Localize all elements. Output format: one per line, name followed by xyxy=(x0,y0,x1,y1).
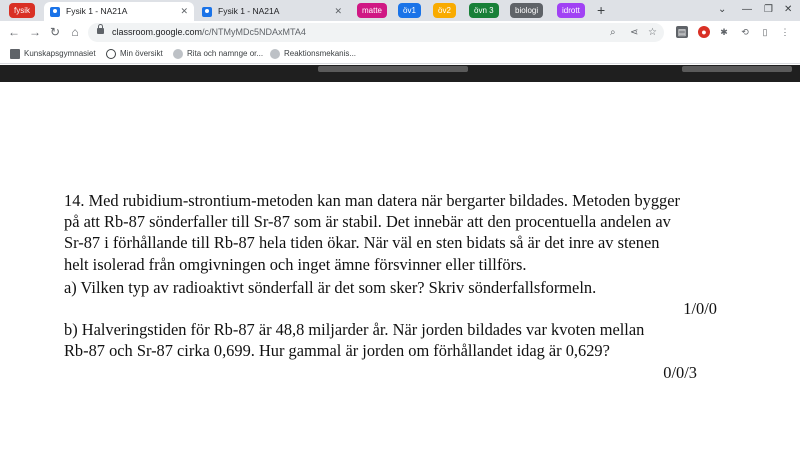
globe-icon xyxy=(173,49,183,59)
question-text-line: Sr-87 i förhållande till Rb-87 hela tiden ökar. När väl en sten bidats så är det inre av stenen xyxy=(64,233,660,253)
close-window-button[interactable]: ✕ xyxy=(784,4,793,15)
back-arrow-icon[interactable]: ← xyxy=(8,25,20,39)
obscured-heading xyxy=(318,66,468,72)
tab-fysik-active[interactable] xyxy=(44,2,194,21)
globe-icon xyxy=(270,49,280,59)
home-icon[interactable]: ⌂ xyxy=(71,25,79,39)
address-bar[interactable] xyxy=(88,23,664,42)
question-b-line: Rb-87 och Sr-87 cirka 0,699. Hur gammal är jorden om förhållandet idag är 0,629? xyxy=(64,341,610,361)
obscured-heading xyxy=(682,66,792,72)
bookmark-reaktionsmekanis[interactable]: Reaktionsmekanis... xyxy=(270,44,356,64)
tab-group-ovn3[interactable]: övn 3 xyxy=(469,3,499,18)
question-a: a) Vilken typ av radioaktivt sönderfall är det som sker? Skriv sönderfallsformeln. xyxy=(64,277,597,297)
lock-icon[interactable] xyxy=(97,28,104,34)
overlay-header-band xyxy=(0,65,800,82)
exam-question xyxy=(64,190,764,383)
forward-arrow-icon[interactable]: → xyxy=(29,25,41,39)
score-b: 0/0/3 xyxy=(663,362,697,382)
extensions-puzzle-icon[interactable]: ✱ xyxy=(720,27,728,37)
classroom-favicon-icon xyxy=(50,7,60,17)
share-icon[interactable]: ⋖ xyxy=(630,27,639,38)
question-text-line: 14. Med rubidium-strontium-metoden kan man datera när bergarter bildades. Metoden bygger xyxy=(64,191,680,210)
bookmark-rita-och-namnge[interactable]: Rita och namnge or... xyxy=(173,44,263,64)
extension-tabs-icon[interactable]: ▤ xyxy=(677,27,687,37)
bookmarks-bar xyxy=(0,44,800,64)
minimize-button[interactable]: — xyxy=(742,4,752,15)
question-b-line: b) Halveringstiden för Rb-87 är 48,8 miljarder år. När jorden bildades var kvoten mellan xyxy=(64,320,645,340)
folder-icon xyxy=(10,49,20,59)
side-panel-icon[interactable]: ▯ xyxy=(762,27,768,37)
tab-fysik-2[interactable] xyxy=(196,2,348,21)
bookmark-kunskapsgymnasiet[interactable]: Kunskapsgymnasiet xyxy=(10,44,96,64)
menu-kebab-icon[interactable]: ⋮ xyxy=(780,27,790,37)
tab-group-fysik[interactable]: fysik xyxy=(9,3,35,18)
tab-title: Fysik 1 - NA21A xyxy=(218,6,280,16)
restore-button[interactable]: ❐ xyxy=(764,4,773,15)
tab-group-ov2[interactable]: öv2 xyxy=(433,3,456,18)
close-tab-icon[interactable]: ✕ xyxy=(180,6,188,16)
circle-icon xyxy=(106,49,116,59)
tab-group-matte[interactable]: matte xyxy=(357,3,387,18)
question-text-line: helt isolerad från omgivningen och inget ämne försvinner eller tillförs. xyxy=(64,254,527,274)
extension-adblock-icon[interactable]: ● xyxy=(698,26,710,38)
tab-group-idrott[interactable]: idrott xyxy=(557,3,585,18)
zoom-icon[interactable]: ⌕ xyxy=(610,27,616,38)
tab-group-biologi[interactable]: biologi xyxy=(510,3,543,18)
question-text-line: på att Rb-87 sönderfaller till Sr-87 som är stabil. Det innebär att den procentuella andelen av xyxy=(64,212,671,232)
tab-group-ov1[interactable]: öv1 xyxy=(398,3,421,18)
score-a: 1/0/0 xyxy=(683,299,717,319)
bookmark-star-icon[interactable]: ☆ xyxy=(648,27,657,38)
close-tab-icon[interactable]: ✕ xyxy=(334,6,342,16)
tab-strip xyxy=(0,0,800,21)
tab-title: Fysik 1 - NA21A xyxy=(66,6,128,16)
page-content xyxy=(0,65,800,450)
reload-icon[interactable]: ↻ xyxy=(49,25,61,39)
bookmark-min-oversikt[interactable]: Min översikt xyxy=(106,44,163,64)
url-text[interactable]: classroom.google.com/c/NTMyMDc5NDAxMTA4 xyxy=(112,27,306,37)
browser-toolbar xyxy=(0,21,800,44)
tab-search-chevron-icon[interactable]: ⌄ xyxy=(718,4,727,15)
classroom-favicon-icon xyxy=(202,7,212,17)
extension-sync-icon[interactable]: ⟲ xyxy=(741,27,749,37)
new-tab-button[interactable]: + xyxy=(597,2,606,18)
